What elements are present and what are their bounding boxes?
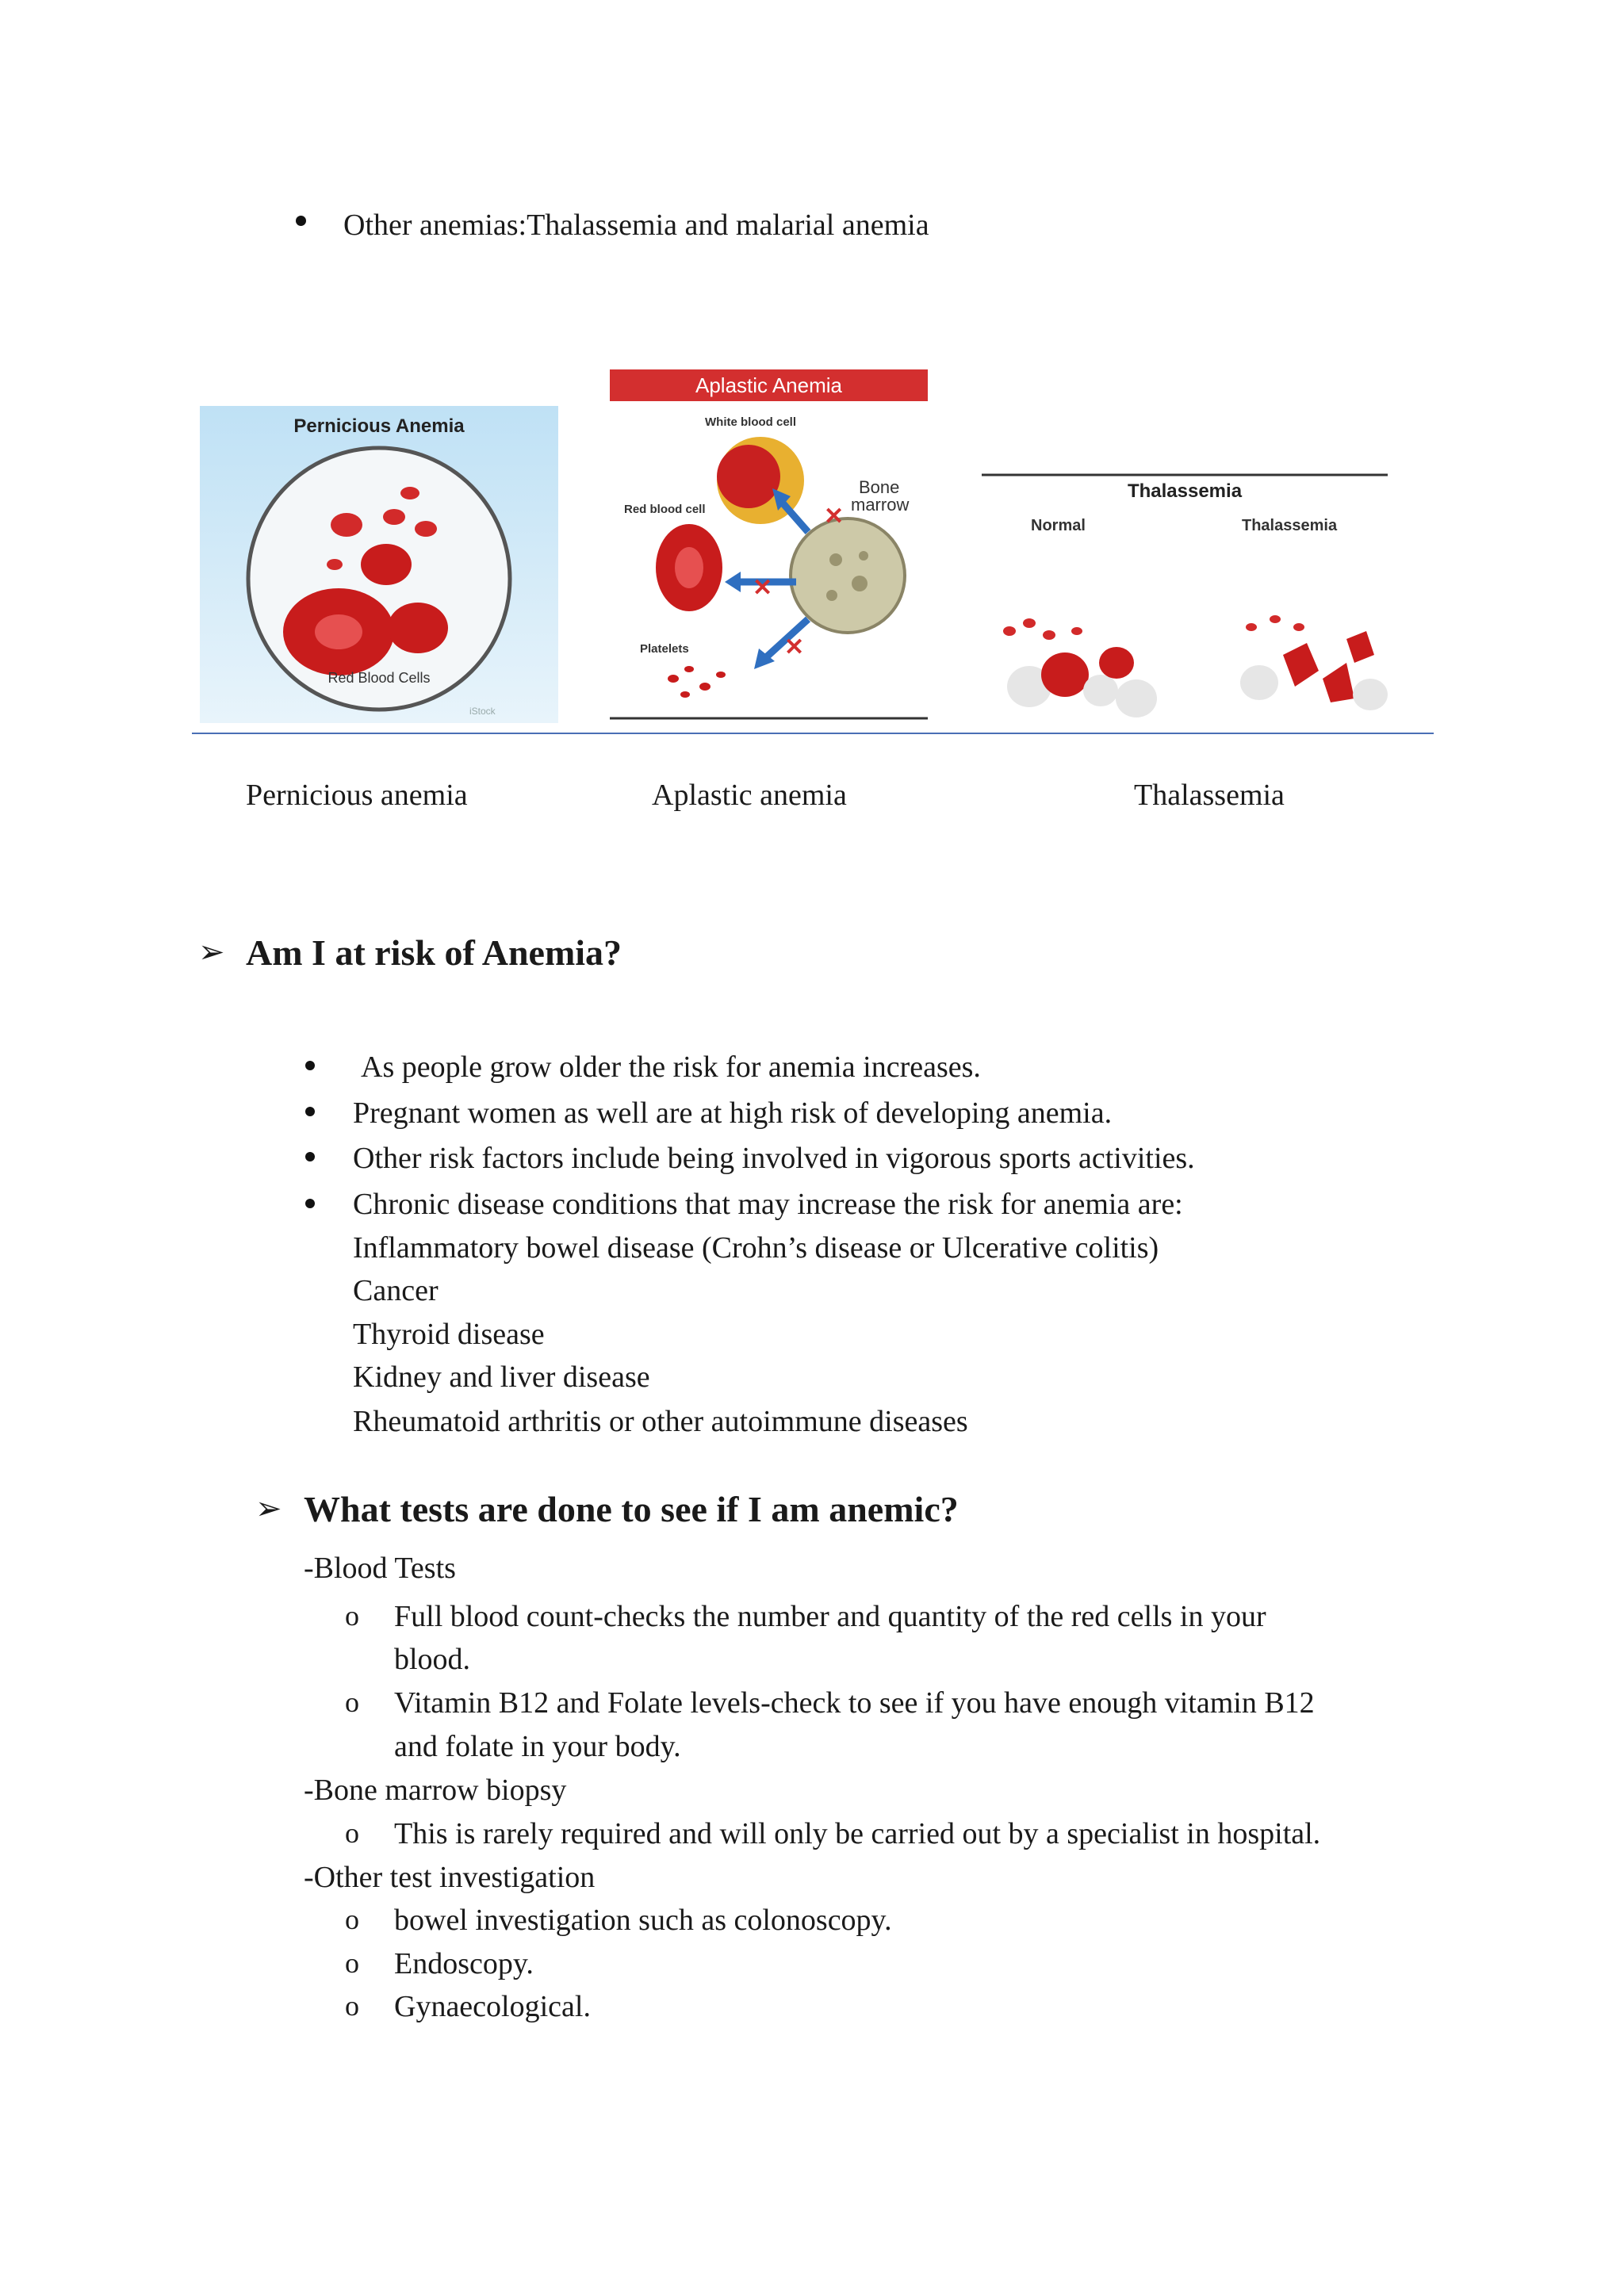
aplastic-anemia-figure (610, 369, 928, 720)
risk-bullet-1: As people grow older the risk for anemia increases. (361, 1050, 981, 1084)
caption-pernicious: Pernicious anemia (246, 779, 468, 812)
risk-bullet-2: Pregnant women as well are at high risk of developing anemia. (353, 1096, 1113, 1130)
bullet (305, 1061, 315, 1070)
rbc-label: Red blood cell (624, 503, 706, 516)
pernicious-anemia-figure (200, 406, 558, 723)
bullet (305, 1152, 315, 1161)
arrow-bullet-icon: ➢ (255, 1490, 282, 1527)
figure-title-bar: Aplastic Anemia (610, 369, 928, 401)
arrow-bullet-icon: ➢ (198, 934, 225, 970)
figure-rule (192, 733, 1434, 734)
rbc-label: Red Blood Cells (327, 670, 431, 686)
ring-bullet: o (345, 1990, 359, 2022)
thalassemia-illustration (982, 473, 1388, 721)
blood-item-1: Full blood count-checks the number and quantity of the red cells in your (394, 1600, 1266, 1633)
marrow-label: -Bone marrow biopsy (304, 1774, 567, 1807)
svg-text:✕: ✕ (784, 634, 805, 660)
bullet (296, 216, 306, 226)
bullet (305, 1199, 315, 1208)
platelets-label: Platelets (640, 642, 689, 656)
thalassemia-label: Thalassemia (1242, 517, 1338, 534)
normal-label: Normal (1031, 517, 1086, 534)
ring-bullet: o (345, 1904, 359, 1935)
ring-bullet: o (345, 1686, 359, 1718)
other-item-1: bowel investigation such as colonoscopy. (394, 1904, 892, 1937)
condition-4: Kidney and liver disease (353, 1360, 650, 1394)
thalassemia-figure (982, 473, 1388, 721)
condition-5: Rheumatoid arthritis or other autoimmune diseases (353, 1405, 968, 1438)
condition-1: Inflammatory bowel disease (Crohn’s disease or Ulcerative colitis) (353, 1231, 1159, 1265)
svg-text:✕: ✕ (753, 575, 773, 601)
blood-item-2-cont: and folate in your body. (394, 1730, 681, 1763)
caption-aplastic: Aplastic anemia (652, 779, 847, 812)
ring-bullet: o (345, 1817, 359, 1849)
marrow-item: This is rarely required and will only be carried out by a specialist in hospital. (394, 1817, 1321, 1850)
ring-bullet: o (345, 1947, 359, 1979)
marrow-label: Bone (859, 477, 900, 497)
figure-title: Thalassemia (1127, 480, 1243, 502)
risk-bullet-4: Chronic disease conditions that may increase the risk for anemia are: (353, 1188, 1183, 1221)
figure-title: Pernicious Anemia (293, 415, 465, 437)
blood-tests-label: -Blood Tests (304, 1552, 456, 1585)
intro-bullet-text: Other anemias:Thalassemia and malarial anemia (343, 209, 929, 242)
other-label: -Other test investigation (304, 1861, 596, 1894)
caption-thalassemia: Thalassemia (1134, 779, 1285, 812)
tests-heading: What tests are done to see if I am anemic? (304, 1489, 959, 1529)
risk-bullet-3: Other risk factors include being involved in vigorous sports activities. (353, 1142, 1195, 1175)
watermark: iStock (469, 706, 496, 717)
wbc-label: White blood cell (705, 415, 796, 429)
bullet (305, 1107, 315, 1116)
blood-item-1-cont: blood. (394, 1643, 471, 1676)
marrow-label-2: marrow (851, 495, 910, 515)
ring-bullet: o (345, 1600, 359, 1632)
condition-3: Thyroid disease (353, 1318, 545, 1351)
blood-item-2: Vitamin B12 and Folate levels-check to see if you have enough vitamin B12 (394, 1686, 1315, 1720)
other-item-2: Endoscopy. (394, 1947, 534, 1980)
other-item-3: Gynaecological. (394, 1990, 591, 2023)
aplastic-illustration (610, 369, 928, 720)
condition-2: Cancer (353, 1274, 439, 1307)
risk-heading: Am I at risk of Anemia? (246, 932, 622, 973)
svg-text:✕: ✕ (824, 503, 845, 530)
